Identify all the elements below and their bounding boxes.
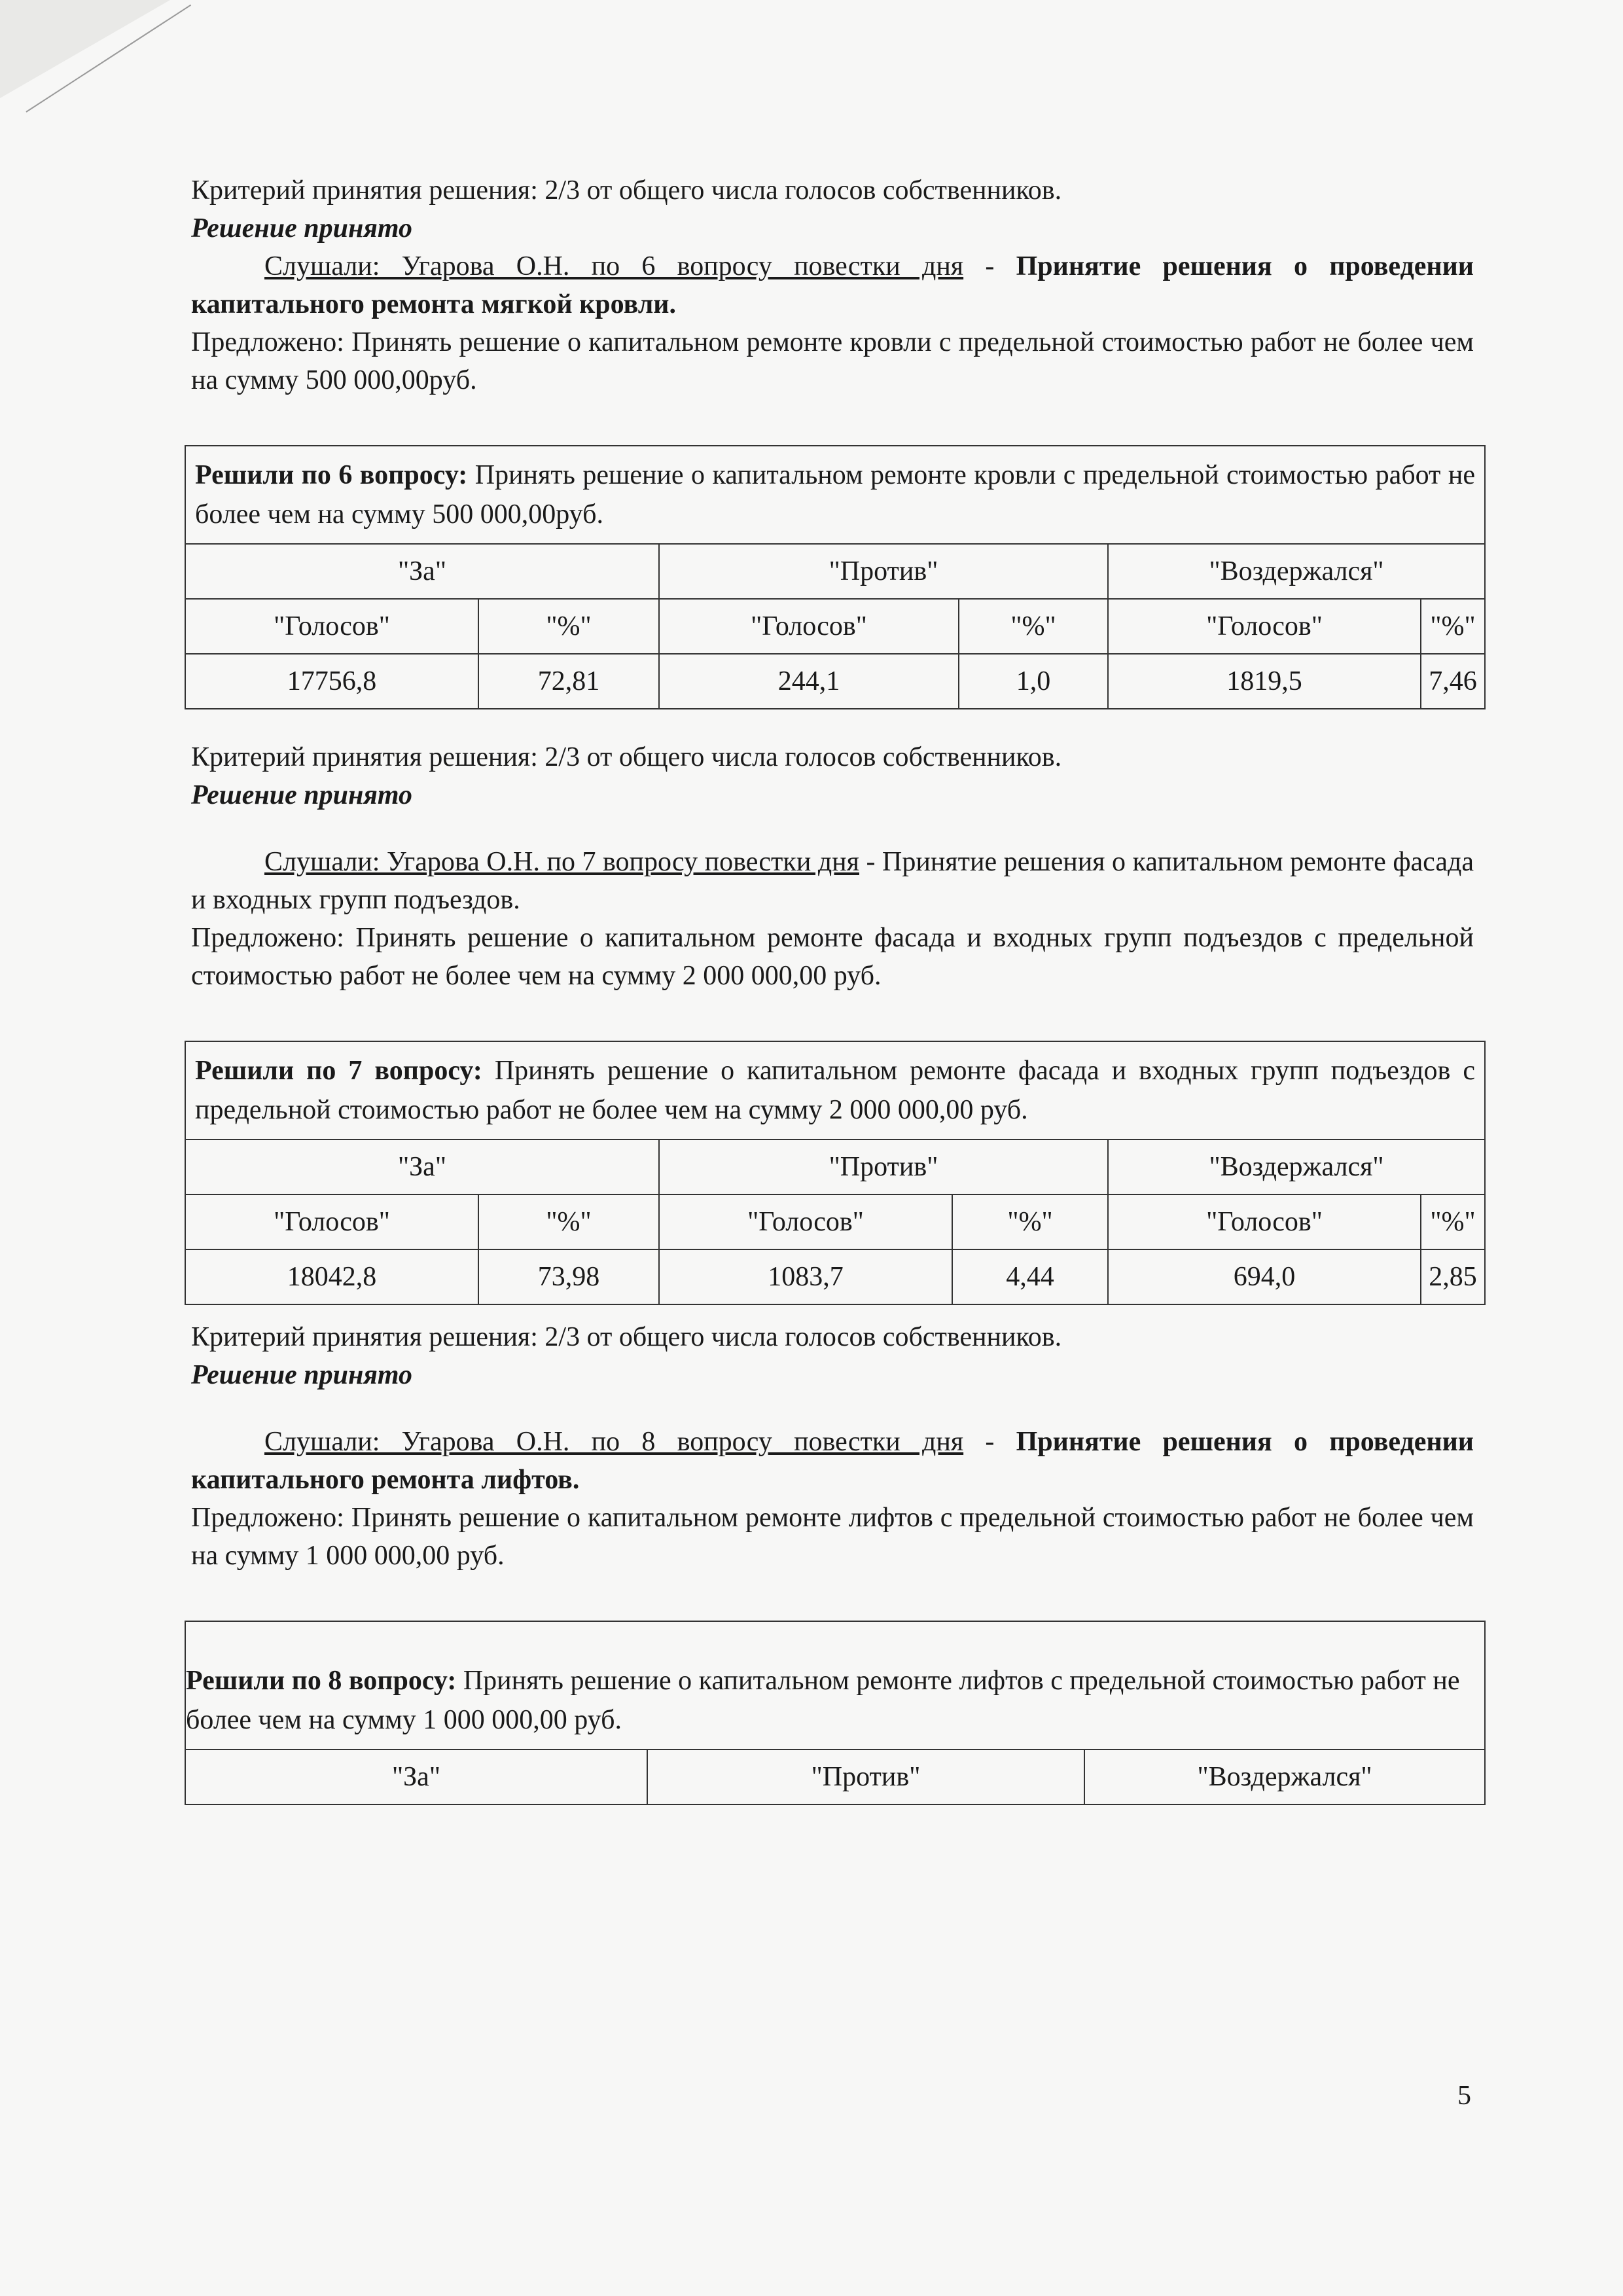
q7-resolved-label: Решили по 7 вопросу:	[195, 1056, 482, 1086]
q6-against-pct-header: "%"	[959, 599, 1108, 654]
q6-resolved-label: Решили по 6 вопросу:	[195, 460, 468, 490]
q8-heard-prefix: Слушали: Угарова О.Н. по 8 вопросу повестки дня	[264, 1427, 964, 1457]
q6-for-pct-header: "%"	[478, 599, 659, 654]
q6-against-pct: 1,0	[959, 654, 1108, 709]
q6-for-header: "За"	[185, 544, 659, 599]
page-number: 5	[1457, 2081, 1471, 2111]
q7-against-votes: 1083,7	[659, 1249, 952, 1304]
q6-for-votes-header: "Голосов"	[185, 599, 478, 654]
q7-heard	[191, 843, 1474, 919]
q7-for-pct-header: "%"	[478, 1194, 659, 1249]
q7-proposed: Предложено: Принять решение о капитальном ремонте фасада и входных групп подъездов с предельной стоимостью работ не более чем на сумму 2 000 000,00 руб.	[191, 923, 1474, 991]
q8-heard	[191, 1423, 1474, 1499]
q6-for-votes: 17756,8	[185, 654, 478, 709]
q6-heard-prefix: Слушали: Угарова О.Н. по 6 вопросу повестки дня	[264, 251, 964, 281]
q6-against-votes: 244,1	[659, 654, 959, 709]
q7-against-pct: 4,44	[952, 1249, 1108, 1304]
q7-vote-table	[185, 1041, 1486, 1305]
q7-resolved-text: Принять решение о капитальном ремонте фасада и входных групп подъездов с предельной стоимостью работ не более чем на сумму 2 000 000,00 руб.	[195, 1056, 1475, 1125]
q7-for-votes-header: "Голосов"	[185, 1194, 478, 1249]
q6-abstain-votes-header: "Голосов"	[1108, 599, 1421, 654]
q6-proposed: Предложено: Принять решение о капитальном ремонте кровли с предельной стоимостью работ не более чем на сумму 500 000,00руб.	[191, 327, 1474, 395]
q7-heard-prefix: Слушали: Угарова О.Н. по 7 вопросу повестки дня	[264, 847, 859, 877]
q6-abstain-pct-header: "%"	[1421, 599, 1485, 654]
q6-abstain-pct: 7,46	[1421, 654, 1485, 709]
q6-decision: Решение принято	[191, 780, 413, 810]
q6-vote-table	[185, 445, 1486, 709]
q6-heard-dash: -	[963, 251, 1016, 281]
q7-against-header: "Против"	[659, 1139, 1108, 1194]
q6-abstain-header: "Воздержался"	[1108, 544, 1485, 599]
q7-for-votes: 18042,8	[185, 1249, 478, 1304]
q8-for-header: "За"	[185, 1749, 647, 1804]
q7-against-pct-header: "%"	[952, 1194, 1108, 1249]
q6-criterion: Критерий принятия решения: 2/3 от общего числа голосов собственников.	[191, 742, 1062, 772]
q7-decision: Решение принято	[191, 1360, 413, 1390]
q8-heard-dash: -	[963, 1427, 1016, 1457]
q8-abstain-header: "Воздержался"	[1084, 1749, 1485, 1804]
q7-for-pct: 73,98	[478, 1249, 659, 1304]
q7-for-header: "За"	[185, 1139, 659, 1194]
q7-abstain-pct-header: "%"	[1421, 1194, 1485, 1249]
criterion-text: Критерий принятия решения: 2/3 от общего числа голосов собственников.	[191, 175, 1062, 206]
q6-against-header: "Против"	[659, 544, 1108, 599]
q8-proposed: Предложено: Принять решение о капитальном ремонте лифтов с предельной стоимостью работ не более чем на сумму 1 000 000,00 руб.	[191, 1503, 1474, 1571]
q6-against-votes-header: "Голосов"	[659, 599, 959, 654]
q8-resolved-cell	[185, 1621, 1485, 1749]
q7-against-votes-header: "Голосов"	[659, 1194, 952, 1249]
q8-against-header: "Против"	[647, 1749, 1084, 1804]
q7-heard-topic: - Принятие решения о капитальном ремонте фасада и входных групп подъездов.	[191, 847, 1474, 915]
q7-abstain-votes: 694,0	[1108, 1249, 1421, 1304]
q7-abstain-votes-header: "Голосов"	[1108, 1194, 1421, 1249]
q6-abstain-votes: 1819,5	[1108, 654, 1421, 709]
q6-resolved-cell	[185, 446, 1485, 544]
q7-abstain-pct: 2,85	[1421, 1249, 1485, 1304]
q7-resolved-cell	[185, 1041, 1485, 1139]
q7-criterion: Критерий принятия решения: 2/3 от общего числа голосов собственников.	[191, 1322, 1062, 1352]
decision-text: Решение принято	[191, 213, 413, 243]
q6-resolved-text: Принять решение о капитальном ремонте кровли с предельной стоимостью работ не более чем на сумму 500 000,00руб.	[195, 460, 1475, 529]
page-corner-fold	[0, 0, 170, 98]
q8-resolved-label: Решили по 8 вопросу:	[186, 1666, 457, 1696]
q6-for-pct: 72,81	[478, 654, 659, 709]
q6-heard-topic: Принятие решения о проведении капитального ремонта мягкой кровли.	[191, 251, 1474, 319]
q8-resolved-text: Принять решение о капитальном ремонте лифтов с предельной стоимостью работ не более чем на сумму 1 000 000,00 руб.	[186, 1666, 1460, 1735]
q6-heard	[191, 247, 1474, 323]
q7-abstain-header: "Воздержался"	[1108, 1139, 1485, 1194]
q8-heard-topic: Принятие решения о проведении капитального ремонта лифтов.	[191, 1427, 1474, 1495]
q8-vote-table	[185, 1621, 1486, 1805]
document-body	[186, 0, 1477, 1805]
